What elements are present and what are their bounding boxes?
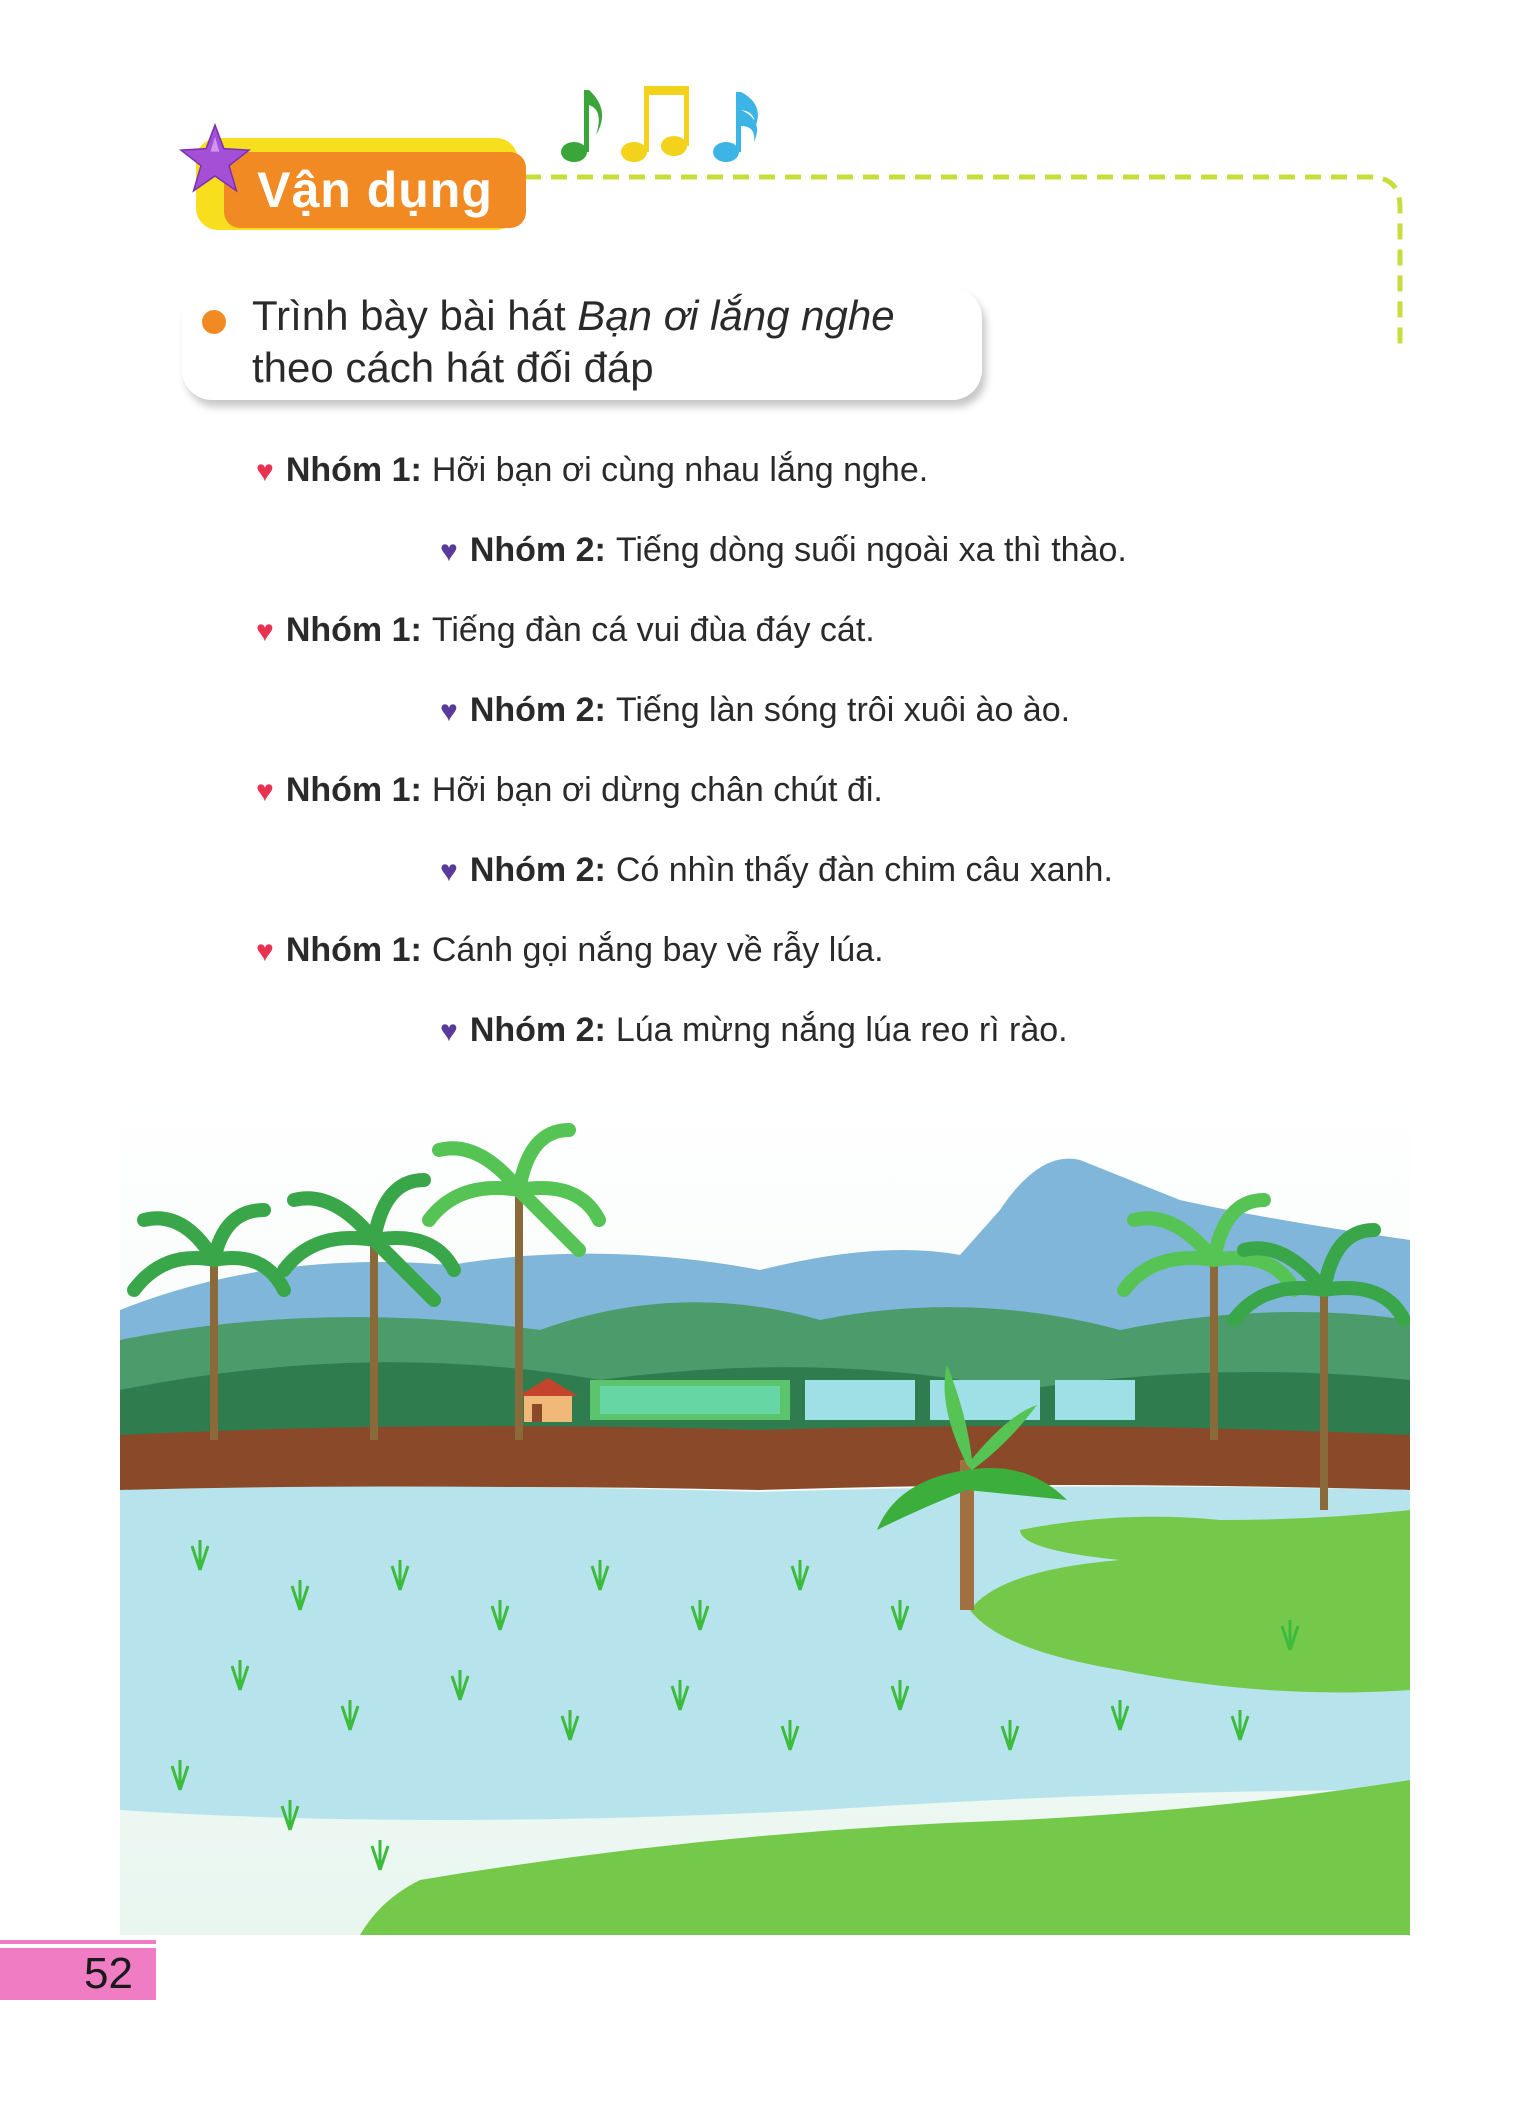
- music-notes-icon: [556, 80, 776, 180]
- dialogue-line: [256, 448, 928, 494]
- dialogue-line: [440, 688, 1070, 734]
- section-title: Vận dụng: [224, 152, 526, 228]
- dialogue-line: [440, 848, 1113, 894]
- group-label: Nhóm 2:: [469, 1011, 606, 1049]
- rice-field-landscape-icon: [120, 1090, 1410, 1935]
- heart-icon: ♥: [440, 1015, 458, 1048]
- heart-icon: ♥: [256, 935, 274, 968]
- heart-icon: ♥: [256, 775, 274, 808]
- task-suffix: theo cách hát đối đáp: [252, 344, 654, 391]
- page-number: 52: [84, 1949, 133, 1998]
- page-tab-line: [0, 1940, 156, 1944]
- dialogue-line: [256, 928, 884, 974]
- task-card: [182, 288, 982, 400]
- lyric-text: Lúa mừng nắng lúa reo rì rào.: [615, 1011, 1068, 1049]
- lyric-text: Hỡi bạn ơi dừng chân chút đi.: [431, 771, 883, 809]
- dialogue-line: [256, 608, 875, 654]
- lyric-text: Hỡi bạn ơi cùng nhau lắng nghe.: [431, 451, 929, 489]
- lyric-text: Tiếng dòng suối ngoài xa thì thào.: [615, 531, 1127, 569]
- dialogue-line: [440, 1008, 1068, 1054]
- lyric-text: Có nhìn thấy đàn chim câu xanh.: [615, 851, 1113, 889]
- lyric-text: Cánh gọi nắng bay về rẫy lúa.: [431, 931, 884, 969]
- heart-icon: ♥: [440, 855, 458, 888]
- group-label: Nhóm 1:: [285, 771, 422, 809]
- heart-icon: ♥: [440, 535, 458, 568]
- group-label: Nhóm 2:: [469, 691, 606, 729]
- heart-icon: ♥: [256, 615, 274, 648]
- dialogue-line: [440, 528, 1127, 574]
- dialogue-line: [256, 768, 883, 814]
- song-title: Bạn ơi lắng nghe: [577, 292, 895, 339]
- group-label: Nhóm 1:: [285, 931, 422, 969]
- task-prefix: Trình bày bài hát: [252, 292, 578, 339]
- group-label: Nhóm 1:: [285, 451, 422, 489]
- lyric-text: Tiếng đàn cá vui đùa đáy cát.: [431, 611, 875, 649]
- star-icon: [178, 122, 252, 196]
- heart-icon: ♥: [440, 695, 458, 728]
- lyric-text: Tiếng làn sóng trôi xuôi ào ào.: [615, 691, 1071, 729]
- group-label: Nhóm 2:: [469, 851, 606, 889]
- group-label: Nhóm 2:: [469, 531, 606, 569]
- group-label: Nhóm 1:: [285, 611, 422, 649]
- bullet-dot-icon: [202, 310, 226, 334]
- heart-icon: ♥: [256, 455, 274, 488]
- task-text: [252, 290, 972, 394]
